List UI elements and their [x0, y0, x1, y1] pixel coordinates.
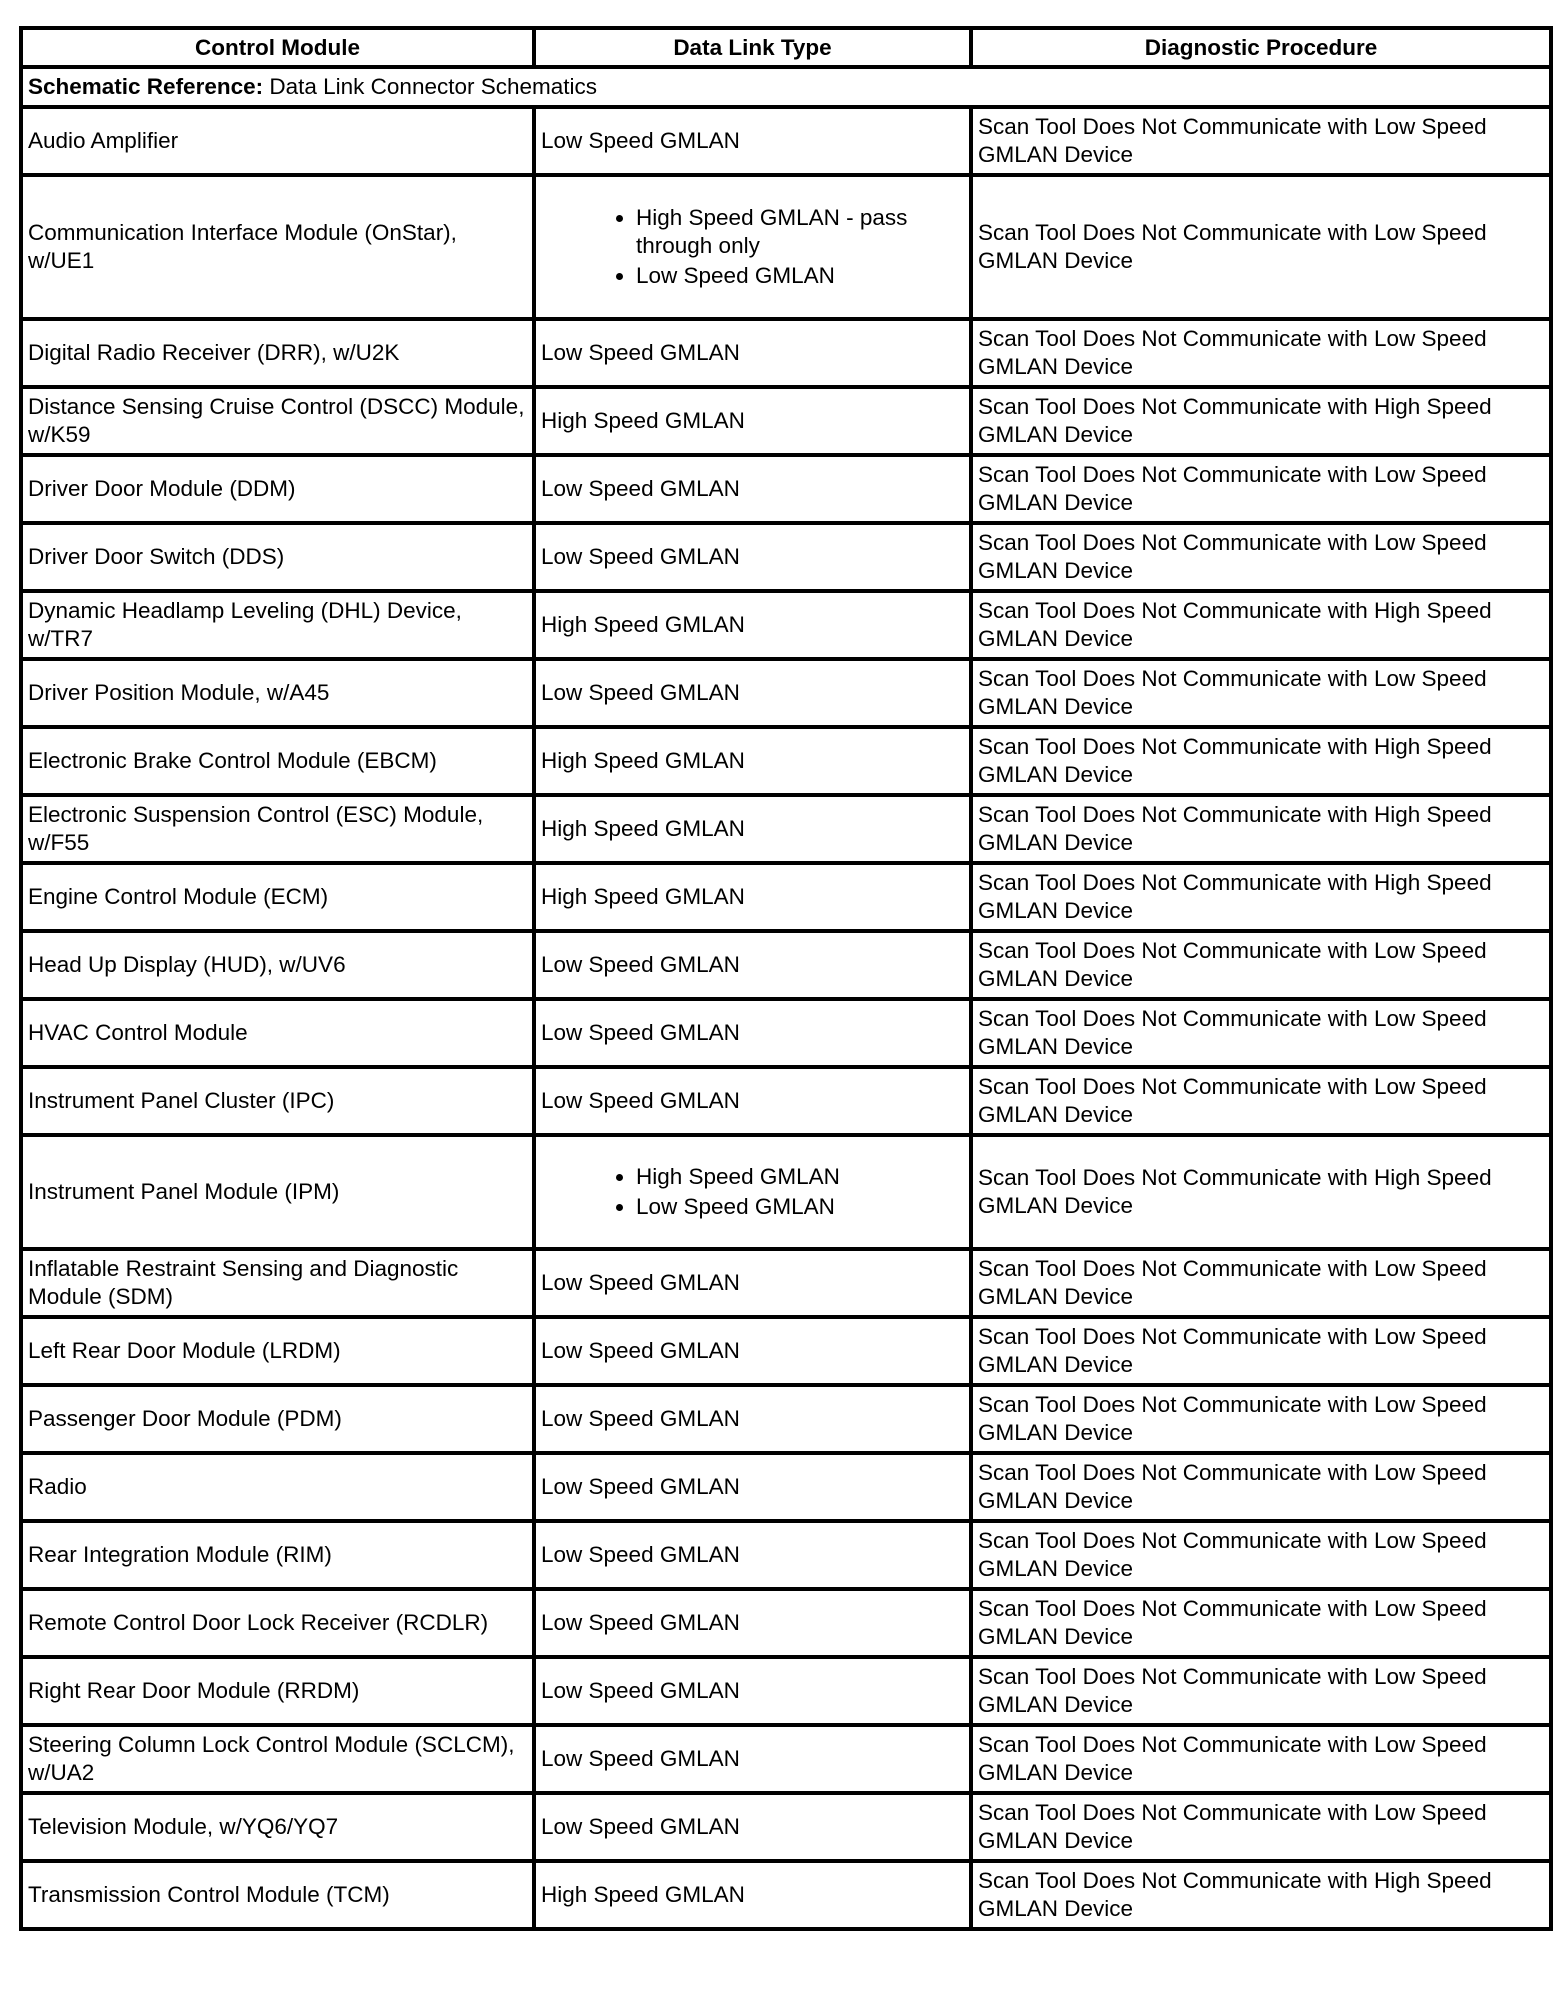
cell-diagnostic-procedure[interactable]: Scan Tool Does Not Communicate with Low Speed GMLAN Device	[971, 1793, 1551, 1861]
cell-control-module: Driver Door Module (DDM)	[21, 455, 534, 523]
cell-control-module: Communication Interface Module (OnStar), w/UE1	[21, 175, 534, 319]
cell-diagnostic-procedure[interactable]: Scan Tool Does Not Communicate with High Speed GMLAN Device	[971, 863, 1551, 931]
table-row	[21, 1135, 1551, 1249]
cell-data-link-type: High Speed GMLAN	[534, 727, 971, 795]
table-row	[21, 1657, 1551, 1725]
cell-data-link-type: Low Speed GMLAN	[534, 1725, 971, 1793]
cell-diagnostic-procedure[interactable]: Scan Tool Does Not Communicate with Low Speed GMLAN Device	[971, 1385, 1551, 1453]
header-data-link-type: Data Link Type	[534, 28, 971, 67]
cell-data-link-type: Low Speed GMLAN	[534, 1793, 971, 1861]
cell-control-module: HVAC Control Module	[21, 999, 534, 1067]
table-row	[21, 863, 1551, 931]
cell-control-module: Dynamic Headlamp Leveling (DHL) Device, w/TR7	[21, 591, 534, 659]
cell-diagnostic-procedure[interactable]: Scan Tool Does Not Communicate with Low Speed GMLAN Device	[971, 1725, 1551, 1793]
table-row	[21, 1453, 1551, 1521]
table-row	[21, 1793, 1551, 1861]
table-row	[21, 1861, 1551, 1929]
cell-control-module: Digital Radio Receiver (DRR), w/U2K	[21, 319, 534, 387]
table-row	[21, 107, 1551, 175]
cell-data-link-type	[534, 175, 971, 319]
table-row	[21, 931, 1551, 999]
data-link-list	[536, 204, 964, 290]
cell-data-link-type: Low Speed GMLAN	[534, 1521, 971, 1589]
cell-diagnostic-procedure[interactable]: Scan Tool Does Not Communicate with High Speed GMLAN Device	[971, 795, 1551, 863]
cell-diagnostic-procedure[interactable]: Scan Tool Does Not Communicate with Low Speed GMLAN Device	[971, 523, 1551, 591]
table-row	[21, 387, 1551, 455]
cell-diagnostic-procedure[interactable]: Scan Tool Does Not Communicate with Low Speed GMLAN Device	[971, 1067, 1551, 1135]
cell-data-link-type: Low Speed GMLAN	[534, 319, 971, 387]
cell-control-module: Electronic Suspension Control (ESC) Module, w/F55	[21, 795, 534, 863]
schematic-reference-row	[21, 67, 1551, 107]
cell-diagnostic-procedure[interactable]: Scan Tool Does Not Communicate with High Speed GMLAN Device	[971, 591, 1551, 659]
cell-data-link-type: Low Speed GMLAN	[534, 1067, 971, 1135]
table-row	[21, 319, 1551, 387]
table-row	[21, 727, 1551, 795]
cell-diagnostic-procedure[interactable]: Scan Tool Does Not Communicate with Low Speed GMLAN Device	[971, 1589, 1551, 1657]
table-row	[21, 455, 1551, 523]
cell-control-module: Instrument Panel Cluster (IPC)	[21, 1067, 534, 1135]
schematic-reference-link[interactable]: Data Link Connector Schematics	[263, 74, 598, 99]
cell-data-link-type: Low Speed GMLAN	[534, 523, 971, 591]
cell-data-link-type: Low Speed GMLAN	[534, 1317, 971, 1385]
table-row	[21, 1725, 1551, 1793]
data-link-item: • Low Speed GMLAN	[636, 1193, 964, 1221]
cell-control-module: Head Up Display (HUD), w/UV6	[21, 931, 534, 999]
data-link-item: • High Speed GMLAN - pass through only	[636, 204, 964, 260]
cell-data-link-type: Low Speed GMLAN	[534, 1589, 971, 1657]
cell-control-module: Rear Integration Module (RIM)	[21, 1521, 534, 1589]
cell-diagnostic-procedure[interactable]: Scan Tool Does Not Communicate with Low Speed GMLAN Device	[971, 1317, 1551, 1385]
cell-diagnostic-procedure[interactable]: Scan Tool Does Not Communicate with Low Speed GMLAN Device	[971, 107, 1551, 175]
schematic-reference-label: Schematic Reference:	[28, 74, 264, 99]
cell-control-module: Passenger Door Module (PDM)	[21, 1385, 534, 1453]
cell-diagnostic-procedure[interactable]: Scan Tool Does Not Communicate with Low Speed GMLAN Device	[971, 455, 1551, 523]
header-diagnostic-procedure: Diagnostic Procedure	[971, 28, 1551, 67]
data-link-list	[536, 1163, 964, 1221]
cell-control-module: Remote Control Door Lock Receiver (RCDLR)	[21, 1589, 534, 1657]
table-row	[21, 175, 1551, 319]
cell-diagnostic-procedure[interactable]: Scan Tool Does Not Communicate with High Speed GMLAN Device	[971, 727, 1551, 795]
cell-data-link-type: Low Speed GMLAN	[534, 931, 971, 999]
data-link-item: • High Speed GMLAN	[636, 1163, 964, 1191]
schematic-reference	[21, 67, 1551, 107]
table-row	[21, 523, 1551, 591]
cell-diagnostic-procedure[interactable]: Scan Tool Does Not Communicate with Low Speed GMLAN Device	[971, 319, 1551, 387]
cell-control-module: Right Rear Door Module (RRDM)	[21, 1657, 534, 1725]
cell-diagnostic-procedure[interactable]: Scan Tool Does Not Communicate with Low Speed GMLAN Device	[971, 1521, 1551, 1589]
header-control-module: Control Module	[21, 28, 534, 67]
cell-diagnostic-procedure[interactable]: Scan Tool Does Not Communicate with High Speed GMLAN Device	[971, 387, 1551, 455]
cell-data-link-type: Low Speed GMLAN	[534, 1249, 971, 1317]
cell-data-link-type: High Speed GMLAN	[534, 387, 971, 455]
cell-diagnostic-procedure[interactable]: Scan Tool Does Not Communicate with Low Speed GMLAN Device	[971, 659, 1551, 727]
cell-diagnostic-procedure[interactable]: Scan Tool Does Not Communicate with Low Speed GMLAN Device	[971, 1249, 1551, 1317]
table-row	[21, 1385, 1551, 1453]
cell-control-module: Driver Position Module, w/A45	[21, 659, 534, 727]
cell-control-module: Instrument Panel Module (IPM)	[21, 1135, 534, 1249]
cell-data-link-type: Low Speed GMLAN	[534, 1657, 971, 1725]
cell-diagnostic-procedure[interactable]: Scan Tool Does Not Communicate with Low Speed GMLAN Device	[971, 931, 1551, 999]
cell-data-link-type: Low Speed GMLAN	[534, 999, 971, 1067]
table-row	[21, 999, 1551, 1067]
table-row	[21, 659, 1551, 727]
cell-control-module: Driver Door Switch (DDS)	[21, 523, 534, 591]
cell-diagnostic-procedure[interactable]: Scan Tool Does Not Communicate with Low Speed GMLAN Device	[971, 1453, 1551, 1521]
cell-data-link-type: Low Speed GMLAN	[534, 107, 971, 175]
cell-data-link-type: High Speed GMLAN	[534, 863, 971, 931]
table-row	[21, 591, 1551, 659]
cell-control-module: Steering Column Lock Control Module (SCLCM), w/UA2	[21, 1725, 534, 1793]
cell-diagnostic-procedure[interactable]: Scan Tool Does Not Communicate with High Speed GMLAN Device	[971, 1135, 1551, 1249]
cell-data-link-type: Low Speed GMLAN	[534, 659, 971, 727]
cell-control-module: Electronic Brake Control Module (EBCM)	[21, 727, 534, 795]
table-row	[21, 1317, 1551, 1385]
cell-control-module: Radio	[21, 1453, 534, 1521]
table-row	[21, 1521, 1551, 1589]
cell-control-module: Engine Control Module (ECM)	[21, 863, 534, 931]
cell-control-module: Distance Sensing Cruise Control (DSCC) Module, w/K59	[21, 387, 534, 455]
cell-data-link-type: High Speed GMLAN	[534, 795, 971, 863]
cell-control-module: Television Module, w/YQ6/YQ7	[21, 1793, 534, 1861]
cell-data-link-type: Low Speed GMLAN	[534, 1453, 971, 1521]
cell-data-link-type: Low Speed GMLAN	[534, 1385, 971, 1453]
cell-data-link-type: High Speed GMLAN	[534, 1861, 971, 1929]
cell-data-link-type	[534, 1135, 971, 1249]
cell-diagnostic-procedure[interactable]: Scan Tool Does Not Communicate with Low Speed GMLAN Device	[971, 999, 1551, 1067]
table-row	[21, 1249, 1551, 1317]
cell-data-link-type: Low Speed GMLAN	[534, 455, 971, 523]
table-header-row	[21, 28, 1551, 67]
table-row	[21, 1067, 1551, 1135]
data-link-item: • Low Speed GMLAN	[636, 262, 964, 290]
cell-control-module: Left Rear Door Module (LRDM)	[21, 1317, 534, 1385]
table-body	[21, 67, 1551, 1929]
table-row	[21, 795, 1551, 863]
cell-diagnostic-procedure[interactable]: Scan Tool Does Not Communicate with Low Speed GMLAN Device	[971, 175, 1551, 319]
cell-data-link-type: High Speed GMLAN	[534, 591, 971, 659]
cell-control-module: Transmission Control Module (TCM)	[21, 1861, 534, 1929]
table-row	[21, 1589, 1551, 1657]
cell-control-module: Inflatable Restraint Sensing and Diagnostic Module (SDM)	[21, 1249, 534, 1317]
cell-control-module: Audio Amplifier	[21, 107, 534, 175]
cell-diagnostic-procedure[interactable]: Scan Tool Does Not Communicate with High Speed GMLAN Device	[971, 1861, 1551, 1929]
cell-diagnostic-procedure[interactable]: Scan Tool Does Not Communicate with Low Speed GMLAN Device	[971, 1657, 1551, 1725]
control-module-table	[19, 26, 1553, 1931]
